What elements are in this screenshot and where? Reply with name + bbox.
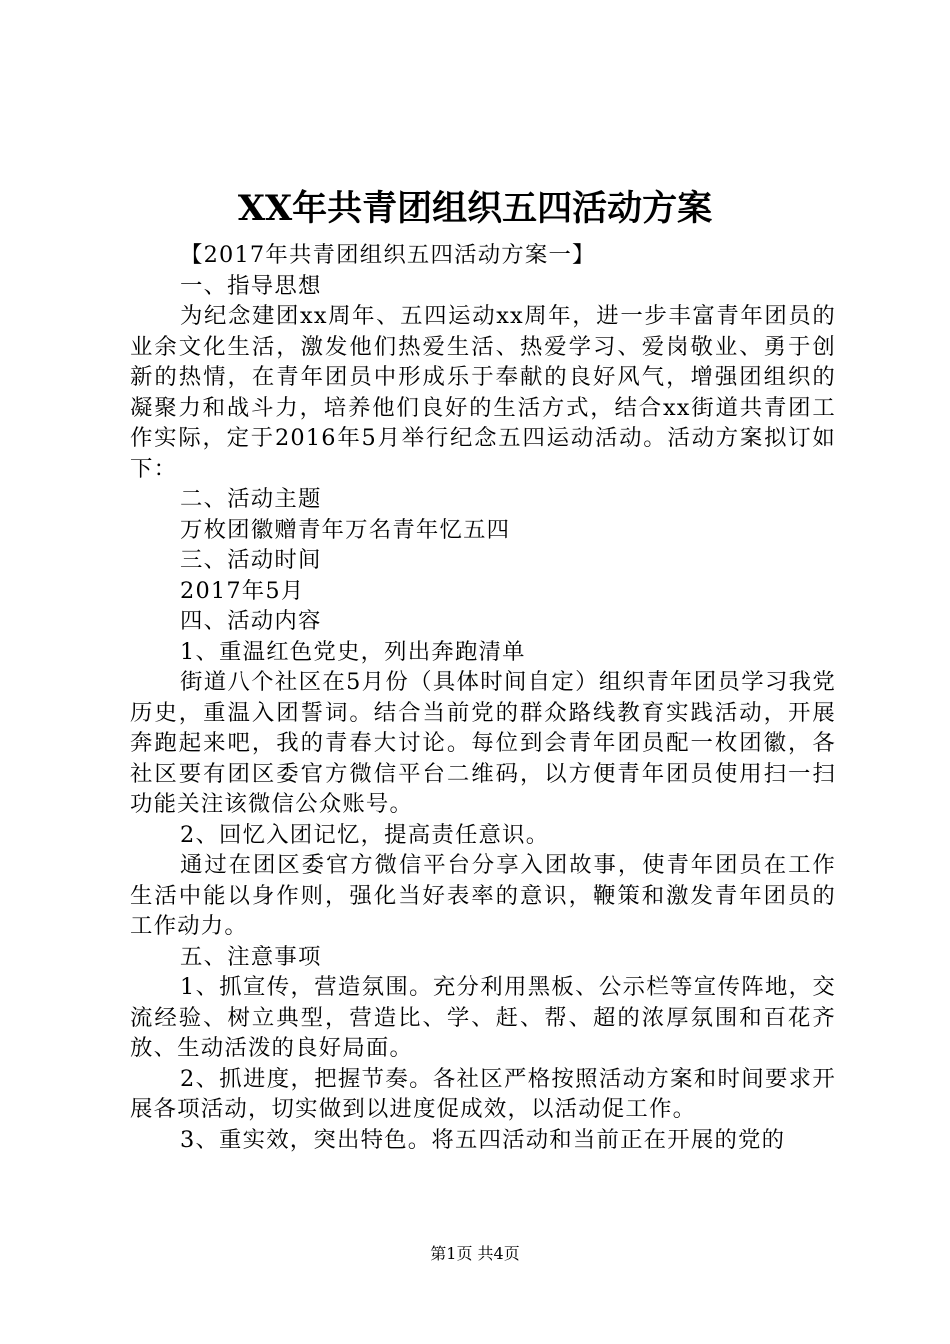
document-title: XX年共青团组织五四活动方案 — [237, 188, 713, 229]
section-heading: 三、活动时间 — [180, 547, 322, 573]
document-body — [130, 240, 836, 1155]
paragraph: 1、抓宣传，营造氛围。充分利用黑板、公示栏等宣传阵地，交流经验、树立典型，营造比、学、赶、帮、超的浓厚氛围和百花齐放、生动活泼的良好局面。 — [130, 974, 836, 1061]
paragraph: 为纪念建团xx周年、五四运动xx周年，进一步丰富青年团员的业余文化生活，激发他们热爱生活、热爱学习、爱岗敬业、勇于创新的热情，在青年团员中形成乐于奉献的良好风气，增强团组织的凝聚力和战斗力，培养他们良好的生活方式，结合xx街道共青团工作实际，定于2016年5月举行纪念五四运动活动。活动方案拟订如下： — [130, 303, 836, 482]
paragraph: 万枚团徽赠青年万名青年忆五四 — [180, 516, 511, 543]
paragraph: 3、重实效，突出特色。将五四活动和当前正在开展的党的 — [180, 1126, 786, 1153]
page-footer: 第1页 共4页 — [430, 1244, 520, 1263]
paragraph: 通过在团区委官方微信平台分享入团故事，使青年团员在工作生活中能以身作则，强化当好表率的意识，鞭策和激发青年团员的工作动力。 — [130, 852, 836, 939]
section-heading: 五、注意事项 — [180, 943, 322, 970]
subsection-heading: 1、重温红色党史，列出奔跑清单 — [180, 638, 526, 665]
paragraph: 2、抓进度，把握节奏。各社区严格按照活动方案和时间要求开展各项活动，切实做到以进度促成效，以活动促工作。 — [130, 1065, 836, 1122]
section-heading: 四、活动内容 — [180, 608, 322, 634]
section-heading: 二、活动主题 — [180, 486, 322, 512]
paragraph: 2017年5月 — [180, 577, 305, 604]
section-heading: 一、指导思想 — [180, 272, 322, 299]
document-subtitle: 【2017年共青团组织五四活动方案一】 — [180, 242, 596, 268]
subsection-heading: 2、回忆入团记忆，提高责任意识。 — [180, 821, 550, 848]
paragraph: 街道八个社区在5月份（具体时间自定）组织青年团员学习我党历史，重温入团誓词。结合当前党的群众路线教育实践活动，开展奔跑起来吧，我的青春大讨论。每位到会青年团员配一枚团徽，各社区要有团区委官方微信平台二维码，以方便青年团员使用扫一扫功能关注该微信公众账号。 — [130, 669, 836, 817]
